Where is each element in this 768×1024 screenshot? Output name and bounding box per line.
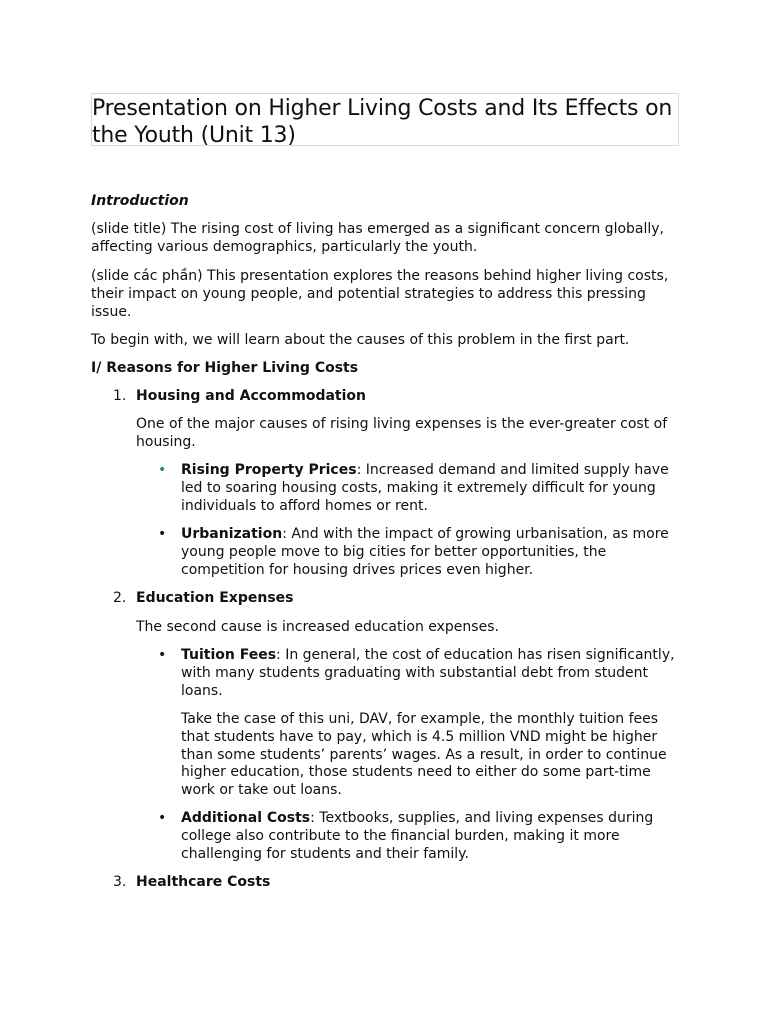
bullet-icon: • [158,462,167,478]
item-number: 2. [113,590,127,606]
bullet-icon: • [158,810,167,826]
intro-paragraph-1: (slide title) The rising cost of living has emerged as a significant concern globally, affecting various demographics, particularly the youth. [91,221,665,255]
bullet-icon: • [158,526,167,542]
bullet-block [91,810,679,863]
item-number: 1. [113,388,127,404]
part1-heading: I/ Reasons for Higher Living Costs [91,360,359,376]
bullet-tuition-fees [91,647,679,700]
bullet-block [91,647,679,700]
title-box [91,93,679,146]
part1-heading-block [91,360,679,378]
bullet-additional-costs [91,810,679,863]
bullet-term: Additional Costs [181,810,311,826]
item-description: One of the major causes of rising living expenses is the ever-greater cost of housing. [136,416,668,450]
tuition-example-paragraph: Take the case of this uni, DAV, for example, the monthly tuition fees that students have to pay, which is 4.5 million VND might be higher than some students’ parents’ wages. As a result, in order to continue higher education, those students need to either do some part-time work or take out loans. [181,711,667,799]
item-description-block [91,416,679,452]
bullet-text: : And with the impact of growing urbanisation, as more young people move to big cities for better opportunities, the competition for housing drives prices even higher. [181,526,669,578]
list-item [91,874,679,892]
intro-paragraph-3-block [91,332,679,350]
numbered-item-healthcare [91,874,679,892]
intro-heading: Introduction [91,193,189,209]
bullet-text: : In general, the cost of education has risen significantly, with many students graduating with substantial debt from student loans. [181,647,675,699]
intro-paragraph-2: (slide các phần) This presentation explores the reasons behind higher living costs, their impact on young people, and potential strategies to address this pressing issue. [91,268,669,320]
list-item [91,590,679,608]
intro-section [91,193,679,211]
item-description: The second cause is increased education expenses. [136,619,499,635]
bullet-extra-block [91,711,679,800]
document-page [91,93,679,890]
bullet-block [91,462,679,515]
bullet-text: : Increased demand and limited supply have led to soaring housing costs, making it extremely difficult for young individuals to afford homes or rent. [181,462,669,514]
numbered-item-education [91,590,679,608]
bullet-term: Tuition Fees [181,647,277,663]
bullet-block [91,526,679,579]
numbered-item-housing [91,388,679,406]
item-title: Education Expenses [136,590,294,606]
bullet-urbanization [91,526,679,579]
intro-paragraph-2-block [91,268,679,321]
item-number: 3. [113,874,127,890]
item-title: Healthcare Costs [136,874,271,890]
intro-paragraph-1-block [91,221,679,257]
item-description-block [91,619,679,637]
document-title: Presentation on Higher Living Costs and Its Effects on the Youth (Unit 13) [92,96,673,148]
list-item [91,388,679,406]
bullet-text: : Textbooks, supplies, and living expenses during college also contribute to the financial burden, making it more challenging for students and their family. [181,810,654,862]
item-title: Housing and Accommodation [136,388,366,404]
bullet-term: Rising Property Prices [181,462,357,478]
bullet-term: Urbanization [181,526,283,542]
bullet-rising-property-prices [91,462,679,515]
bullet-icon: • [158,647,167,663]
intro-paragraph-3: To begin with, we will learn about the causes of this problem in the first part. [91,332,630,348]
